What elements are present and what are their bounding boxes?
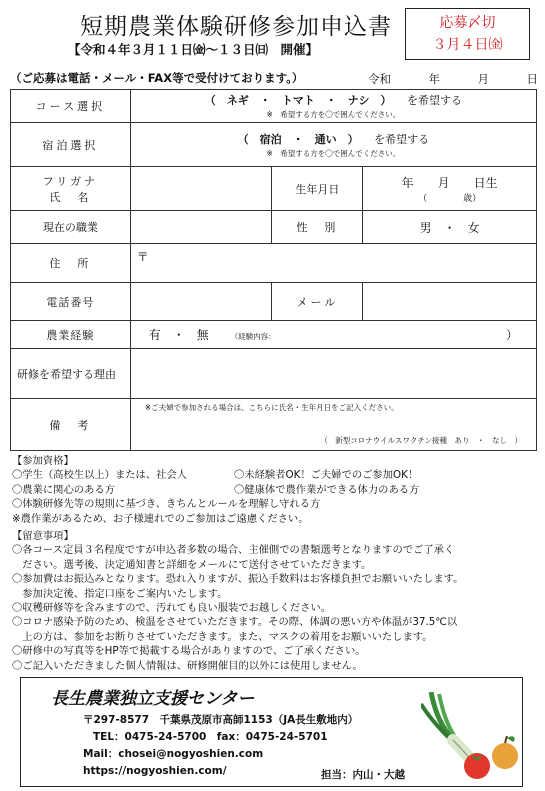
name-input[interactable]: [130, 167, 272, 211]
qualification-section: [12, 454, 419, 526]
tomato-icon: [464, 753, 490, 779]
course-label: コース選択: [11, 90, 131, 123]
qualification-rule: 〇体験研修先等の規則に基づき、きちんとルールを理解し守れる方: [12, 498, 321, 511]
name-label-cell: [11, 167, 131, 211]
experience-input[interactable]: [130, 321, 536, 349]
qualification-row: [12, 468, 419, 482]
email-label: メール: [272, 283, 363, 321]
qualification-item: 〇未経験者OK！ご夫婦でのご参加OK！: [234, 469, 419, 482]
remarks-label: 備 考: [11, 399, 131, 451]
contact-person: 担当：内山・大越: [321, 769, 405, 781]
experience-options[interactable]: 有 ・ 無: [148, 328, 209, 342]
job-input[interactable]: [130, 211, 272, 244]
birthdate-input[interactable]: [363, 167, 537, 211]
email-address[interactable]: Mail：chosei@nogyoshien.com: [83, 748, 264, 760]
course-select[interactable]: [130, 90, 536, 123]
phone-label: 電話番号: [11, 283, 131, 321]
reason-label: 研修を希望する理由: [11, 349, 131, 399]
note-line: 〇ご記入いただきました個人情報は、研修開催目的以外には使用しません。: [12, 659, 363, 672]
application-date: [368, 71, 538, 87]
course-options[interactable]: （ ネギ ・ トマト ・ ナシ ）: [204, 94, 392, 107]
note-line: 参加決定後、指定口座をご案内いたします。: [12, 587, 228, 600]
lodging-suffix: を希望する: [374, 132, 430, 146]
remarks-note: ※ご夫婦で参加される場合は、こちらに氏名・生年月日をご記入ください。: [144, 403, 399, 412]
address-label: 住 所: [11, 244, 131, 283]
course-suffix: を希望する: [407, 94, 463, 107]
phone-fax: TEL：0475-24-5700 fax：0475-24-5701: [93, 731, 328, 743]
lodging-options[interactable]: （ 宿泊 ・ 通い ）: [237, 132, 359, 146]
deadline-date: ３月４日㈮: [432, 37, 503, 53]
remarks-input[interactable]: [130, 399, 536, 451]
note-line: ださい。選考後、決定通知書と詳細をメールにて送付させていただきます。: [12, 558, 372, 571]
organization-name: 長生農業独立支援センター: [51, 689, 255, 709]
application-form: [10, 89, 537, 451]
deadline-box: [405, 8, 530, 60]
name-label: 氏 名: [49, 190, 92, 204]
lodging-select[interactable]: [130, 123, 536, 167]
deadline-label: 応募〆切: [439, 15, 496, 31]
application-notice: （ご応募は電話・メール・FAX等で受付けております。）: [10, 71, 304, 85]
job-label: 現在の職業: [11, 211, 131, 244]
age-format: （ 歳）: [418, 193, 482, 204]
era-label: 令和: [368, 72, 391, 86]
day-label: 日: [526, 72, 538, 86]
note-line: 〇参加費はお振込みとなります。恐れ入りますが、振込手数料はお客様負担でお願いいたします。: [12, 573, 464, 586]
furigana-label: フリガナ: [42, 174, 99, 188]
lodging-label: 宿泊選択: [11, 123, 131, 167]
event-dates: 【令和４年３月１１日㈮～１３日㈰ 開催】: [68, 42, 319, 57]
vegetables-illustration: [421, 692, 521, 786]
gender-options[interactable]: 男 ・ 女: [363, 211, 537, 244]
email-input[interactable]: [363, 283, 537, 321]
qualification-row: [12, 483, 419, 497]
page-title: 短期農業体験研修参加申込書: [80, 14, 392, 40]
qualification-note: ※農作業があるため、お子様連れでのご参加はご遠慮ください。: [12, 512, 309, 525]
vaccine-note[interactable]: （ 新型コロナウイルスワクチン接種 あり ・ なし ）: [320, 436, 522, 445]
qualification-heading: 【参加資格】: [12, 455, 74, 467]
note-line: 上の方は、参加をお断りさせていただきます。また、マスクの着用をお願いいたします。: [12, 630, 433, 643]
notes-section: [12, 529, 463, 673]
phone-input[interactable]: [130, 283, 272, 321]
qualification-item: 〇健康体で農作業ができる体力のある方: [234, 483, 420, 496]
lodging-hint: ※ 希望する方を〇で囲んでください。: [266, 148, 401, 158]
reason-input[interactable]: [130, 349, 536, 399]
birthdate-label: 生年月日: [272, 167, 363, 211]
website-link[interactable]: https://nogyoshien.com/: [83, 765, 227, 777]
postal-address: 〒297-8577 千葉県茂原市高師1153（JA長生敷地内）: [83, 714, 359, 726]
note-line: 〇コロナ感染予防のため、検温をさせていただきます。その際、体調の悪い方や体温が37.5℃以: [12, 616, 458, 629]
note-line: 〇各コース定員３名程度ですが申込者多数の場合、主催側での書類選考となりますのでご了承く: [12, 544, 455, 557]
birthdate-format: 年 月 日生: [401, 175, 498, 190]
experience-detail: （経験内容：: [230, 332, 276, 341]
course-hint: ※ 希望する方を〇で囲んでください。: [266, 110, 401, 119]
qualification-item: 〇学生（高校生以上）または、社会人: [12, 469, 188, 482]
contact-box: [20, 677, 523, 787]
postal-mark: 〒: [136, 250, 149, 264]
experience-label: 農業経験: [11, 321, 131, 349]
address-input[interactable]: [130, 244, 536, 283]
notes-heading: 【留意事項】: [12, 530, 74, 542]
note-line: 〇収穫研修等を含みますので、汚れても良い服装でお越しください。: [12, 602, 331, 615]
contact-details: [83, 712, 358, 780]
qualification-item: 〇農業に関心のある方: [12, 483, 115, 496]
year-label: 年: [428, 72, 440, 86]
pear-icon: [492, 736, 518, 769]
experience-close: ）: [505, 328, 518, 342]
month-label: 月: [477, 72, 489, 86]
gender-label: 性 別: [272, 211, 363, 244]
note-line: 〇研修中の写真等をHP等で掲載する場合がありますので、ご了承ください。: [12, 645, 366, 658]
